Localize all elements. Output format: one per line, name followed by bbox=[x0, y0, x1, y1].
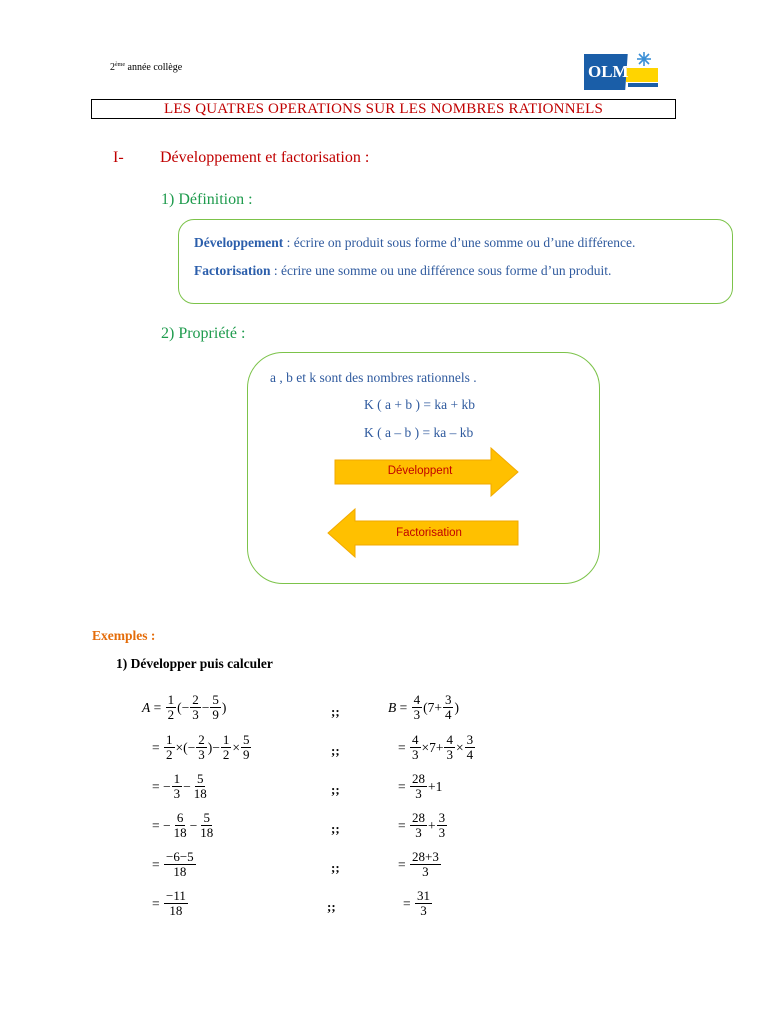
class-level: 2ème année collège bbox=[110, 62, 183, 73]
definition-heading: 1) Définition : bbox=[161, 191, 253, 208]
calc-b-line-3: = $\frac{28}{3}$ +1 bbox=[398, 771, 443, 801]
separator: ;; bbox=[331, 860, 340, 875]
example-1-title: 1) Développer puis calculer bbox=[116, 656, 273, 671]
calc-a-line-1: A = $\frac{1}{2}$ (− $\frac{2}{3}$ − $\frac{5}{9}$ ) bbox=[142, 692, 227, 722]
calc-b-line-1: B = $\frac{4}{3}$ (7+ $\frac{3}{4}$ ) bbox=[388, 692, 459, 722]
calc-a-line-5: = $\frac{-6-5}{18}$ bbox=[152, 849, 194, 879]
calc-a-line-6: = $\frac{-11}{18}$ bbox=[152, 888, 186, 918]
separator: ;; bbox=[331, 782, 340, 797]
property-heading: 2) Propriété : bbox=[161, 325, 246, 342]
logo-text: OLM bbox=[588, 62, 629, 81]
property-formula-difference: K ( a – b ) = ka – kb bbox=[364, 425, 474, 440]
calc-b-line-4: = $\frac{28}{3}$ + $\frac{3}{3}$ bbox=[398, 810, 446, 840]
separator: ;; bbox=[331, 704, 340, 719]
calc-b-line-2: = $\frac{4}{3}$ ×7+ $\frac{4}{3}$ × $\frac{3}{4}$ bbox=[398, 732, 474, 762]
property-intro: a , b et k sont des nombres rationnels . bbox=[270, 370, 477, 385]
separator: ;; bbox=[331, 821, 340, 836]
separator: ;; bbox=[327, 899, 336, 914]
definition-box bbox=[178, 219, 733, 304]
factorisation-arrow-label: Factorisation bbox=[396, 527, 462, 539]
section-title: Développement et factorisation : bbox=[160, 149, 370, 166]
definition-development: Développement : écrire on produit sous forme d’une somme ou d’une différence. bbox=[194, 235, 636, 250]
separator: ;; bbox=[331, 743, 340, 758]
calc-b-line-6: = $\frac{31}{3}$ bbox=[403, 888, 430, 918]
calc-a-line-4: = − $\frac{6}{18}$ − $\frac{5}{18}$ bbox=[152, 810, 214, 840]
develop-arrow-label: Développent bbox=[387, 465, 453, 477]
definition-factorisation: Factorisation : écrire une somme ou une différence sous forme d’un produit. bbox=[194, 263, 612, 278]
property-formula-sum: K ( a + b ) = ka + kb bbox=[364, 397, 475, 412]
examples-heading: Exemples : bbox=[92, 628, 156, 643]
olm-logo bbox=[584, 50, 660, 92]
page-title: LES QUATRES OPERATIONS SUR LES NOMBRES RATIONNELS bbox=[91, 99, 676, 119]
section-number: I- bbox=[113, 149, 124, 166]
calc-b-line-5: = $\frac{28+3}{3}$ bbox=[398, 849, 439, 879]
calc-a-line-2: = $\frac{1}{2}$ ×(− $\frac{2}{3}$ )− $\frac{1}{2}$ × $\frac{5}{9}$ bbox=[152, 732, 250, 762]
calc-a-line-3: = − $\frac{1}{3}$ − $\frac{5}{18}$ bbox=[152, 771, 207, 801]
